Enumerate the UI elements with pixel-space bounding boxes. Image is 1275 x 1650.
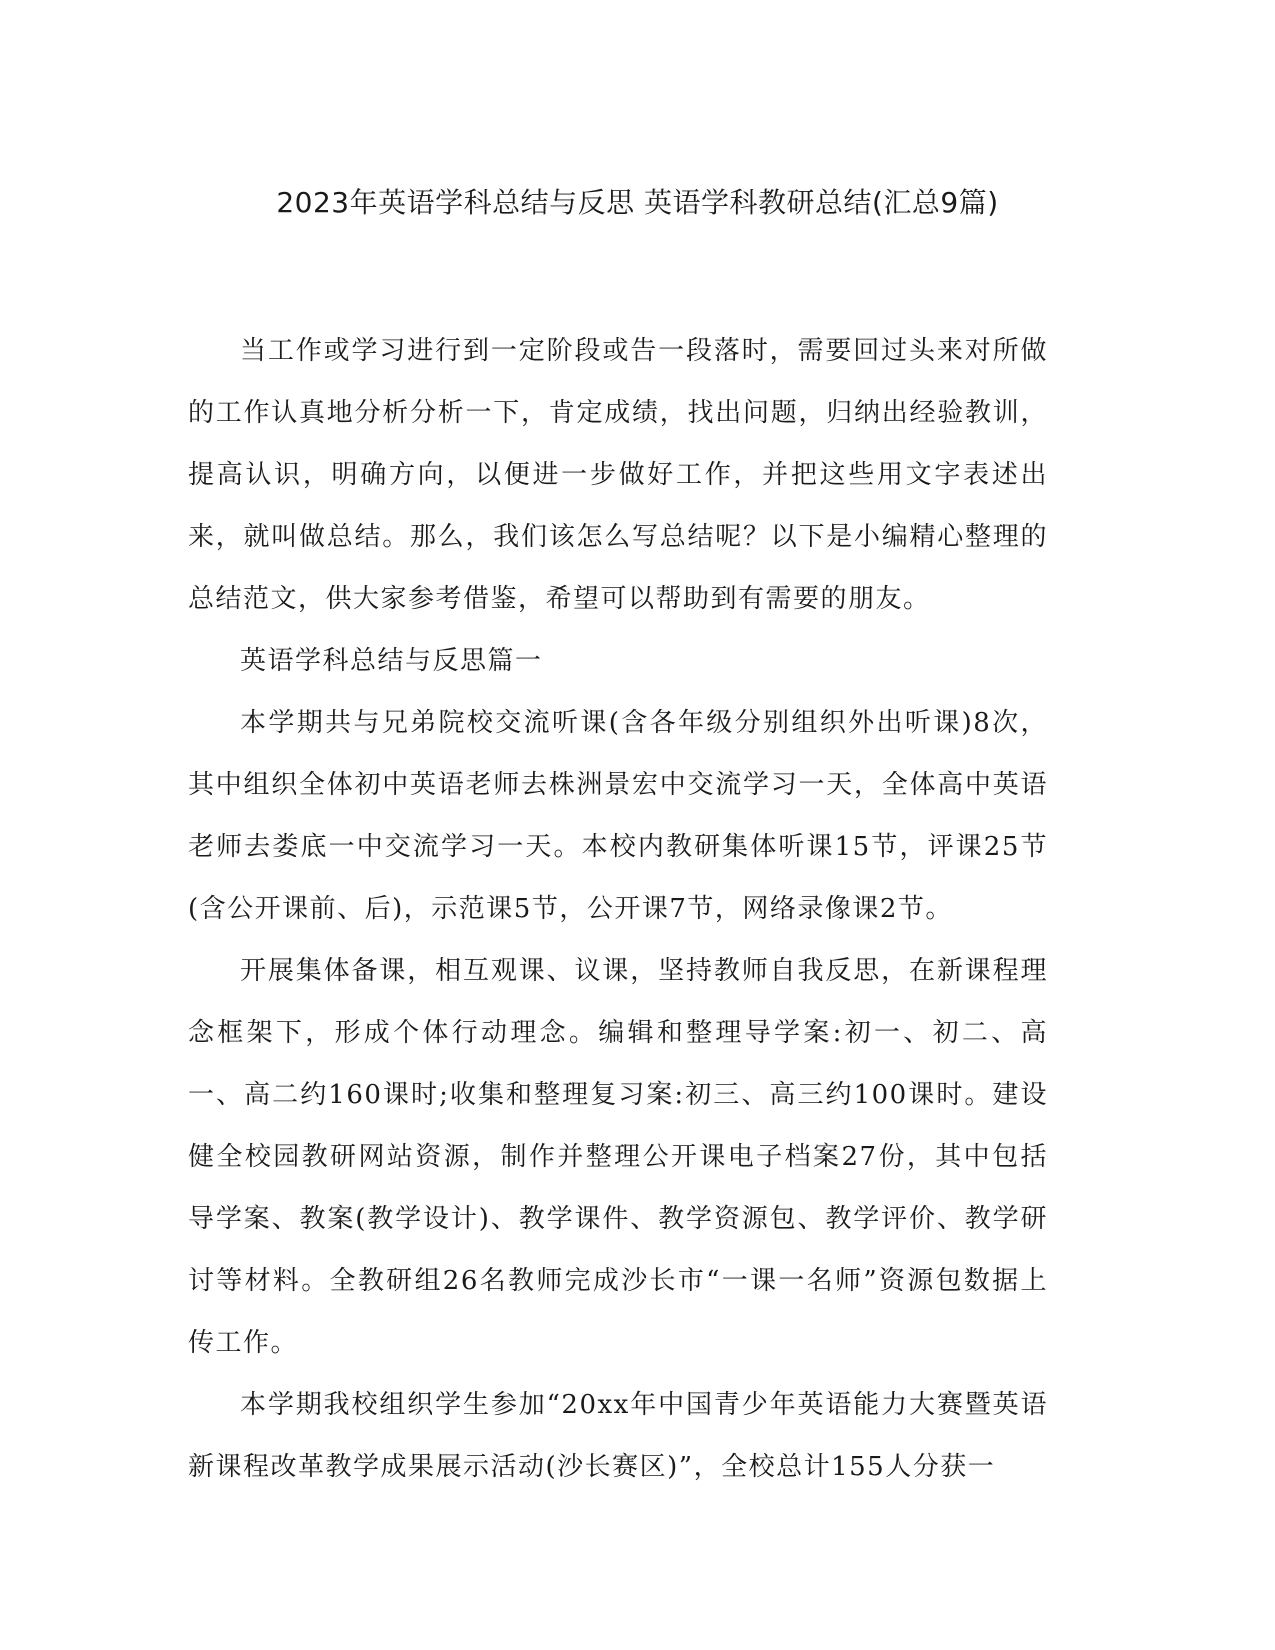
body-paragraph: 开展集体备课，相互观课、议课，坚持教师自我反思，在新课程理念框架下，形成个体行动理念。编辑和整理导学案:初一、初二、高一、高二约160课时;收集和整理复习案:初三、高三约100课时。建设健全校园教研网站资源，制作并整理公开课电子档案27份，其中包括导学案、教案(教学设计)、教学课件、教学资源包、教学评价、教学研讨等材料。全教研组26名教师完成沙长市“一课一名师”资源包数据上传工作。 [188, 956, 1048, 1358]
document-title: 2023年英语学科总结与反思 英语学科教研总结(汇总9篇) [276, 186, 999, 219]
document-body [188, 320, 1048, 1498]
intro-paragraph: 当工作或学习进行到一定阶段或告一段落时，需要回过头来对所做的工作认真地分析分析一下，肯定成绩，找出问题，归纳出经验教训，提高认识，明确方向，以便进一步做好工作，并把这些用文字表述出来，就叫做总结。那么，我们该怎么写总结呢？以下是小编精心整理的总结范文，供大家参考借鉴，希望可以帮助到有需要的朋友。 [188, 336, 1048, 614]
body-paragraph: 本学期我校组织学生参加“20xx年中国青少年英语能力大赛暨英语新课程改革教学成果展示活动(沙长赛区)”，全校总计155人分获一 [188, 1390, 1048, 1482]
body-paragraph: 本学期共与兄弟院校交流听课(含各年级分别组织外出听课)8次，其中组织全体初中英语老师去株洲景宏中交流学习一天，全体高中英语老师去娄底一中交流学习一天。本校内教研集体听课15节，评课25节(含公开课前、后)，示范课5节，公开课7节，网络录像课2节。 [188, 708, 1048, 924]
section-heading: 英语学科总结与反思篇一 [240, 646, 543, 676]
